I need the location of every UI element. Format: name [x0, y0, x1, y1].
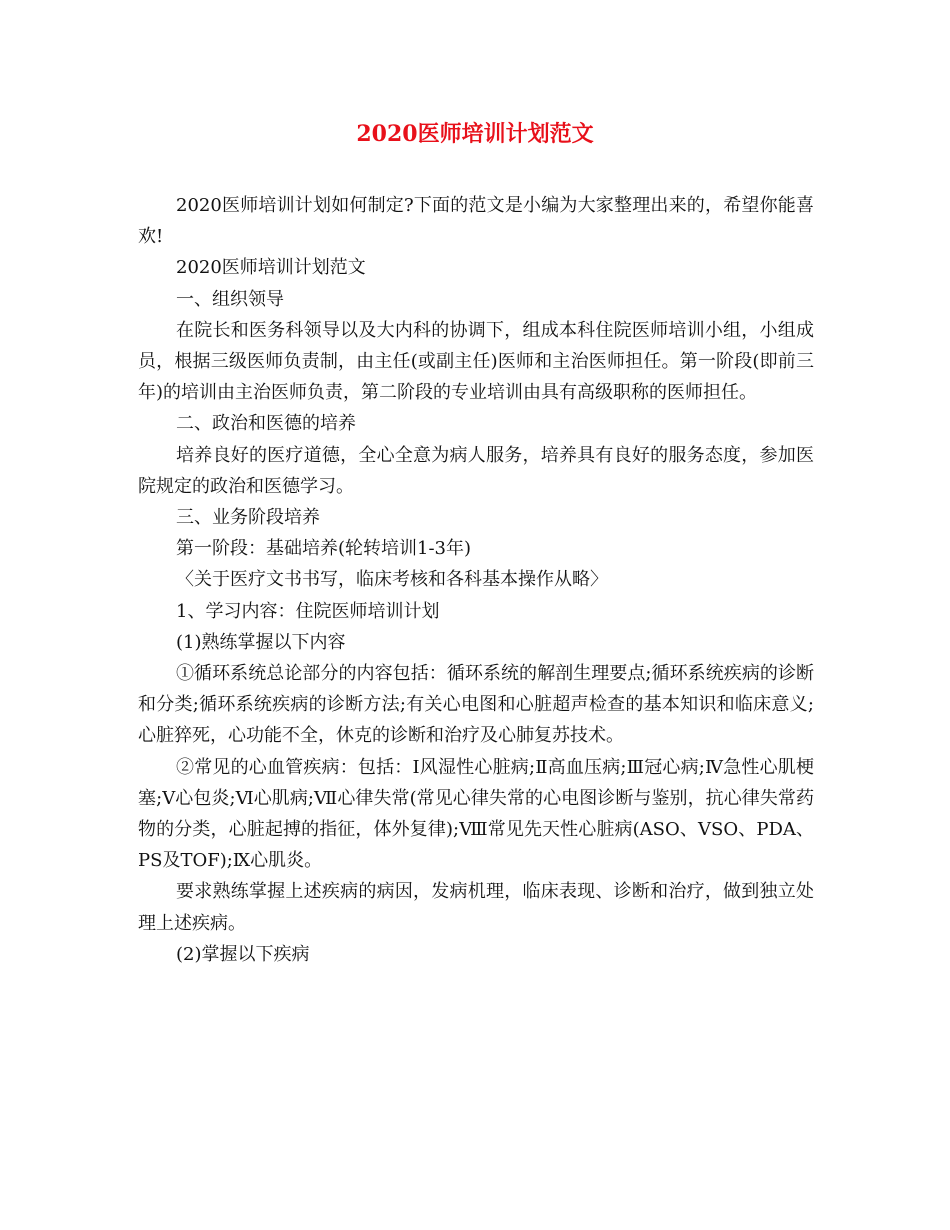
- paragraph-grasp-diseases: (2)掌握以下疾病: [176, 943, 310, 965]
- paragraph-stage-one: 第一阶段：基础培养(轮转培训1-3年): [176, 538, 472, 560]
- paragraph-subtitle: 2020医师培训计划范文: [176, 257, 366, 279]
- document-title: 2020医师培训计划范文: [356, 121, 594, 147]
- paragraph-learning-content: 1、学习内容：住院医师培训计划: [176, 600, 440, 622]
- section-heading-3: 三、业务阶段培养: [176, 507, 320, 529]
- paragraph-note: 〈关于医疗文书书写，临床考核和各科基本操作从略〉: [176, 569, 608, 591]
- paragraph-requirement: 要求熟练掌握上述疾病的病因，发病机理，临床表现、诊断和治疗，做到独立处理上述疾病。: [138, 881, 814, 934]
- paragraph-master-list: (1)熟练掌握以下内容: [176, 631, 346, 653]
- paragraph-cardiovascular: ②常见的心血管疾病：包括：Ⅰ风湿性心脏病;Ⅱ高血压病;Ⅲ冠心病;Ⅳ急性心肌梗塞;Ⅴ心包炎;Ⅵ心肌病;Ⅶ心律失常(常见心律失常的心电图诊断与鉴别，抗心律失常药物的分类，心脏起搏的指征，体外复律);Ⅷ常见先天性心脏病(ASO、VSO、PDA、PS及TOF);Ⅸ心肌炎。: [138, 756, 814, 872]
- document-body: [138, 190, 814, 970]
- section-heading-1: 一、组织领导: [176, 288, 284, 310]
- section-heading-2: 二、政治和医德的培养: [176, 413, 356, 435]
- paragraph-organization: 在院长和医务科领导以及大内科的协调下，组成本科住院医师培训小组，小组成员，根据三级医师负责制，由主任(或副主任)医师和主治医师担任。第一阶段(即前三年)的培训由主治医师负责，第二阶段的专业培训由具有高级职称的医师担任。: [138, 319, 814, 404]
- paragraph-intro: 2020医师培训计划如何制定?下面的范文是小编为大家整理出来的，希望你能喜欢!: [138, 195, 814, 248]
- paragraph-ethics: 培养良好的医疗道德，全心全意为病人服务，培养具有良好的服务态度，参加医院规定的政治和医德学习。: [138, 444, 814, 497]
- paragraph-circulatory: ①循环系统总论部分的内容包括：循环系统的解剖生理要点;循环系统疾病的诊断和分类;循环系统疾病的诊断方法;有关心电图和心脏超声检查的基本知识和临床意义;心脏猝死，心功能不全，休克的诊断和治疗及心肺复苏技术。: [138, 663, 814, 747]
